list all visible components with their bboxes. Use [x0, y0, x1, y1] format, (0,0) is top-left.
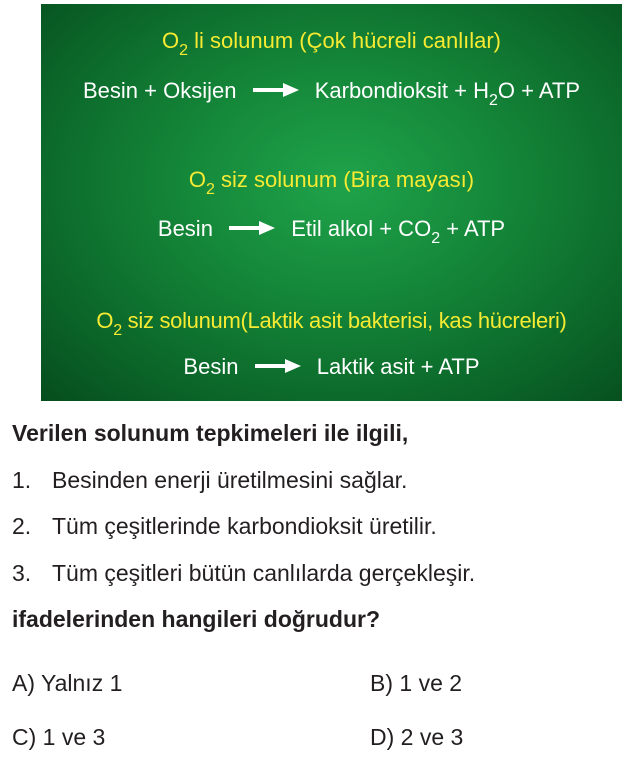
yeast-equation: [41, 216, 622, 247]
lactic-title: $O_2$ siz solunum(Laktik asit bakterisi, kas hücreleri): [96, 308, 567, 339]
aerobic-products: Karbondioksit + $H_2O$ + ATP: [314, 78, 580, 109]
yeast-reactants: Besin: [157, 216, 213, 241]
statement-2: 2. Tüm çeşitlerinde karbondioksit üretilir.: [12, 513, 437, 539]
aerobic-title: $O_2$ li solunum (Çok hücreli canlılar): [161, 28, 502, 59]
right-arrow-icon: [253, 83, 299, 97]
right-arrow-icon: [255, 359, 301, 373]
respiration-board: [41, 4, 622, 401]
option-d[interactable]: D) 2 ve 3: [370, 724, 464, 750]
aerobic-equation: [41, 78, 622, 109]
right-arrow-icon: [229, 221, 275, 235]
question-prompt: ifadelerinden hangileri doğrudur?: [12, 606, 381, 632]
yeast-title: $O_2$ siz solunum (Bira mayası): [188, 167, 475, 198]
lactic-products: Laktik asit + ATP: [316, 354, 480, 379]
lactic-equation: [41, 354, 622, 380]
lactic-reactants: Besin: [183, 354, 239, 379]
statement-1: 1. Besinden enerji üretilmesini sağlar.: [12, 467, 408, 493]
option-a[interactable]: A) Yalnız 1: [12, 670, 123, 696]
option-c[interactable]: C) 1 ve 3: [12, 724, 106, 750]
option-b[interactable]: B) 1 ve 2: [370, 670, 463, 696]
statement-3: 3. Tüm çeşitleri bütün canlılarda gerçekleşir.: [12, 560, 476, 586]
question-stem: Verilen solunum tepkimeleri ile ilgili,: [12, 420, 409, 446]
yeast-products: Etil alkol + $CO_2$ + ATP: [291, 216, 506, 247]
aerobic-reactants: Besin + Oksijen: [82, 78, 237, 103]
